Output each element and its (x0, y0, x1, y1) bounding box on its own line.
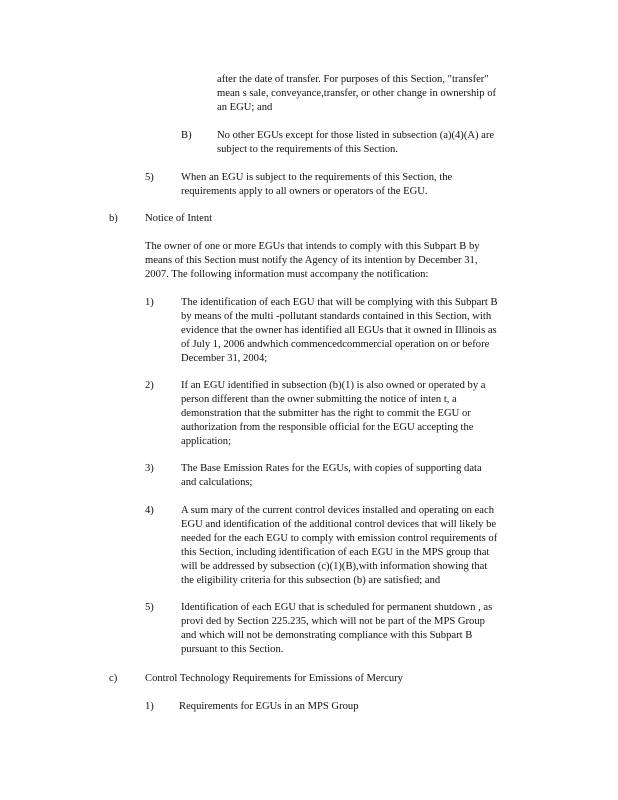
text-line: and which will not be demonstrating compliance with this Subpart B (181, 630, 473, 641)
text-line: of July 1, 2006 andwhich commencedcommercial operation on or before (181, 339, 490, 350)
text-line: person different than the owner submitting the notice of inten t, a (181, 394, 457, 405)
text-line: A sum mary of the current control devices installed and operating on each (181, 505, 495, 516)
text-line: The identification of each EGU that will be complying with this Subpart B (181, 297, 498, 308)
list-item-label: 1) (145, 701, 154, 712)
continuation-paragraph (217, 73, 547, 115)
text-line: demonstration that the submitter has the right to commit the EGU or (181, 408, 471, 419)
section-b-intro (145, 240, 545, 282)
text-line: means of this Section must notify the Agency of its intention by December 31, (145, 255, 478, 266)
text-line: EGU and identification of the additional control devices that will likely be (181, 519, 497, 530)
text-line: and calculations; (181, 477, 253, 488)
text-line: The owner of one or more EGUs that intends to comply with this Subpart B by (145, 241, 480, 252)
text-line: application; (181, 436, 232, 447)
list-item-label: 3) (145, 463, 154, 474)
text-line: When an EGU is subject to the requirements of this Section, the (181, 172, 453, 183)
list-item-label: 4) (145, 505, 154, 516)
section-c-item1-text: Requirements for EGUs in an MPS Group (179, 701, 359, 712)
text-line: will be addressed by subsection (c)(1)(B),with information showing that (181, 561, 488, 572)
text-line: pursuant to this Section. (181, 644, 284, 655)
text-line: The Base Emission Rates for the EGUs, with copies of supporting data (181, 463, 482, 474)
text-line: the eligibility criteria for this subsection (b) are satisfied; and (181, 575, 441, 586)
item-label-5: 5) (145, 172, 154, 183)
list-item-label: 2) (145, 380, 154, 391)
text-line: requirements apply to all owners or operators of the EGU. (181, 186, 428, 197)
section-label-b: b) (109, 213, 118, 224)
text-line: Identification of each EGU that is scheduled for permanent shutdown , as (181, 602, 493, 613)
section-label-c: c) (109, 673, 118, 684)
section-c-heading: Control Technology Requirements for Emissions of Mercury (145, 673, 403, 684)
list-item-text (181, 296, 551, 366)
text-line: No other EGUs except for those listed in subsection (a)(4)(A) are (217, 130, 495, 141)
list-item-text (181, 379, 551, 449)
text-line: subject to the requirements of this Section. (217, 144, 398, 155)
text-line: needed for the each EGU to comply with emission control requirements of (181, 533, 498, 544)
text-line: If an EGU identified in subsection (b)(1) is also owned or operated by a (181, 380, 486, 391)
list-item-label: 1) (145, 297, 154, 308)
text-line: evidence that the owner has identified all EGUs that it owned in Illinois as (181, 325, 497, 336)
item-label-B: B) (181, 130, 192, 141)
text-line: an EGU; and (217, 102, 273, 113)
text-line: after the date of transfer. For purposes of this Section, "transfer" (217, 74, 489, 85)
text-line: provi ded by Section 225.235, which will not be part of the MPS Group (181, 616, 485, 627)
text-line: mean s sale, conveyance,transfer, or other change in ownership of (217, 88, 497, 99)
text-line: authorization from the responsible official for the EGU accepting the (181, 422, 474, 433)
text-line: this Section, including identification of each EGU in the MPS group that (181, 547, 490, 558)
section-b-heading: Notice of Intent (145, 213, 213, 224)
list-item-text (181, 601, 551, 657)
list-item-text (181, 462, 551, 490)
text-line: by means of the multi -pollutant standards contained in this Section, with (181, 311, 492, 322)
list-item-text (181, 504, 551, 588)
text-line: 2007. The following information must accompany the notification: (145, 269, 429, 280)
list-item-label: 5) (145, 602, 154, 613)
item-5-text (181, 171, 511, 199)
item-B-text (217, 129, 547, 157)
text-line: December 31, 2004; (181, 353, 268, 364)
